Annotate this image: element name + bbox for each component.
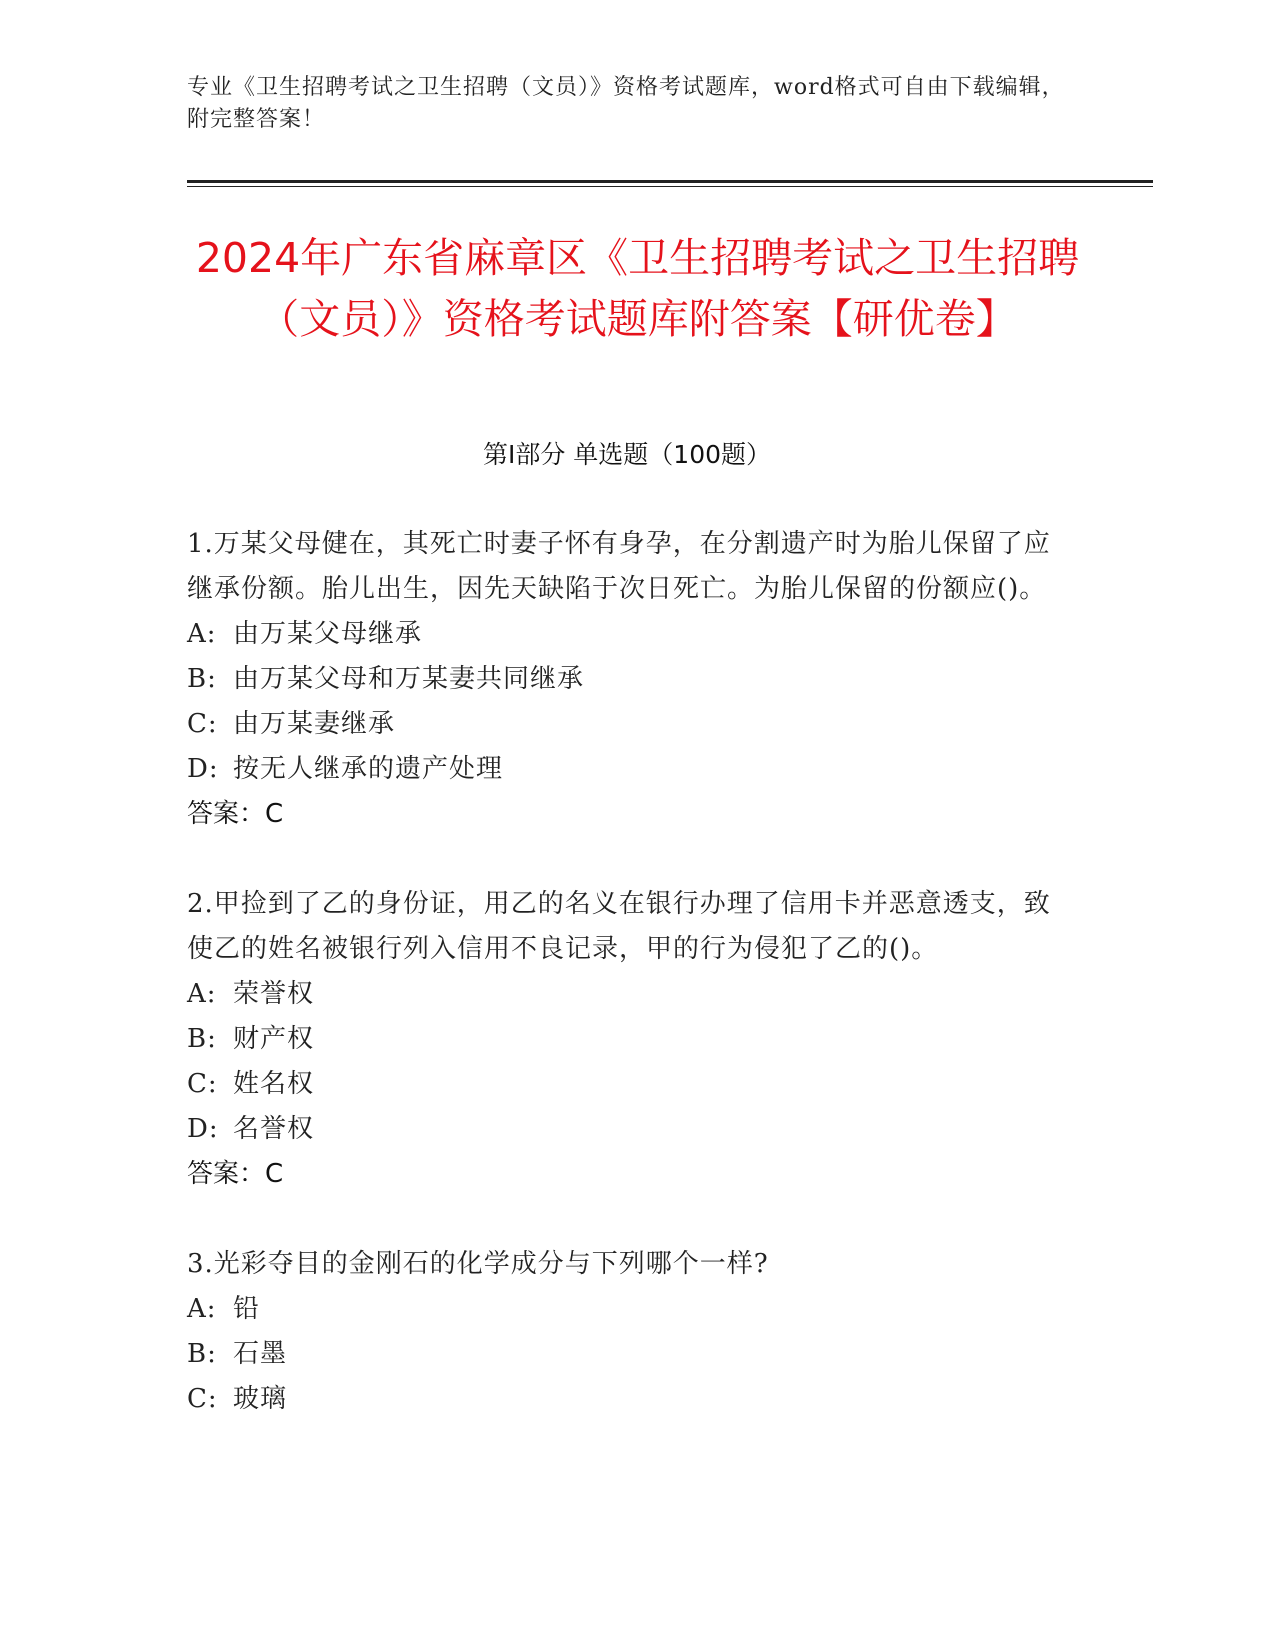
option-a xyxy=(187,1287,1067,1332)
section-title: 第Ⅰ部分 单选题（100题） xyxy=(482,440,772,469)
option-b xyxy=(187,1332,1067,1377)
header-rule-thick xyxy=(187,180,1153,183)
option-text: 玻璃 xyxy=(233,1384,288,1414)
header-rule-thin xyxy=(187,186,1153,187)
option-a xyxy=(187,612,1067,657)
option-letter: C: xyxy=(187,709,218,739)
question-2 xyxy=(187,882,1067,1197)
option-letter: B: xyxy=(187,1024,217,1054)
option-letter: B: xyxy=(187,664,217,694)
option-c xyxy=(187,1062,1067,1107)
option-text: 石墨 xyxy=(233,1339,288,1369)
question-stem: 1.万某父母健在，其死亡时妻子怀有身孕，在分割遗产时为胎儿保留了应继承份额。胎儿出生，因先天缺陷于次日死亡。为胎儿保留的份额应()。 xyxy=(187,529,1051,604)
option-letter: B: xyxy=(187,1339,217,1369)
option-a xyxy=(187,972,1067,1017)
question-list xyxy=(187,522,1067,1467)
answer-line: 答案：C xyxy=(187,1159,284,1189)
option-d xyxy=(187,1107,1067,1152)
option-b xyxy=(187,657,1067,702)
question-stem: 2.甲捡到了乙的身份证，用乙的名义在银行办理了信用卡并恶意透支，致使乙的姓名被银行列入信用不良记录，甲的行为侵犯了乙的()。 xyxy=(187,889,1051,964)
option-text: 荣誉权 xyxy=(233,979,315,1009)
option-c xyxy=(187,702,1067,747)
option-letter: C: xyxy=(187,1384,218,1414)
option-letter: D: xyxy=(187,1114,219,1144)
option-c xyxy=(187,1377,1067,1422)
option-text: 由万某父母和万某妻共同继承 xyxy=(233,664,585,694)
question-3 xyxy=(187,1242,1067,1422)
option-letter: A: xyxy=(187,979,217,1009)
option-letter: C: xyxy=(187,1069,218,1099)
question-1 xyxy=(187,522,1067,837)
option-letter: D: xyxy=(187,754,219,784)
option-text: 由万某父母继承 xyxy=(233,619,423,649)
option-letter: A: xyxy=(187,1294,217,1324)
option-text: 名誉权 xyxy=(233,1114,315,1144)
option-text: 财产权 xyxy=(233,1024,315,1054)
option-text: 铅 xyxy=(233,1294,261,1324)
header-note: 专业《卫生招聘考试之卫生招聘（文员）》资格考试题库，word格式可自由下载编辑，附完整答案！ xyxy=(187,75,1065,132)
question-stem: 3.光彩夺目的金刚石的化学成分与下列哪个一样? xyxy=(187,1249,769,1279)
answer-line: 答案：C xyxy=(187,799,284,829)
option-b xyxy=(187,1017,1067,1062)
option-text: 姓名权 xyxy=(233,1069,315,1099)
option-letter: A: xyxy=(187,619,217,649)
option-d xyxy=(187,747,1067,792)
option-text: 由万某妻继承 xyxy=(233,709,396,739)
document-title: 2024年广东省麻章区《卫生招聘考试之卫生招聘（文员）》资格考试题库附答案【研优卷】 xyxy=(195,234,1080,343)
option-text: 按无人继承的遗产处理 xyxy=(233,754,504,784)
